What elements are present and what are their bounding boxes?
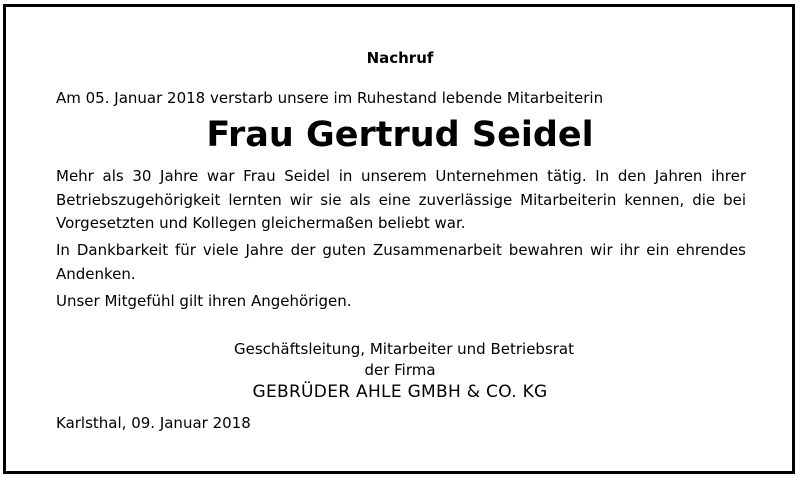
place-and-date: Karlsthal, 09. Januar 2018 xyxy=(56,414,251,432)
paragraph-service: Mehr als 30 Jahre war Frau Seidel in unserem Unternehmen tätig. In den Jahren ihrer Betriebszugehörigkeit lernten wir sie als eine zuverlässige Mitarbeiterin kennen, die bei Vorgesetzten und Kollegen gleichermaßen beliebt war. xyxy=(56,167,746,232)
notice-heading: Nachruf xyxy=(366,49,434,67)
company-name: GEBRÜDER AHLE GMBH & CO. KG xyxy=(252,382,548,402)
signature-line-management: Geschäftsleitung, Mitarbeiter und Betriebsrat xyxy=(234,340,574,358)
signature-line-firm: der Firma xyxy=(364,361,436,379)
paragraph-gratitude: In Dankbarkeit für viele Jahre der guten Zusammenarbeit bewahren wir ihr ein ehrendes Andenken. xyxy=(56,241,746,283)
deceased-name: Frau Gertrud Seidel xyxy=(206,115,594,155)
paragraph-condolence: Unser Mitgefühl gilt ihren Angehörigen. xyxy=(56,292,352,310)
intro-text: Am 05. Januar 2018 verstarb unsere im Ruhestand lebende Mitarbeiterin xyxy=(56,89,604,107)
